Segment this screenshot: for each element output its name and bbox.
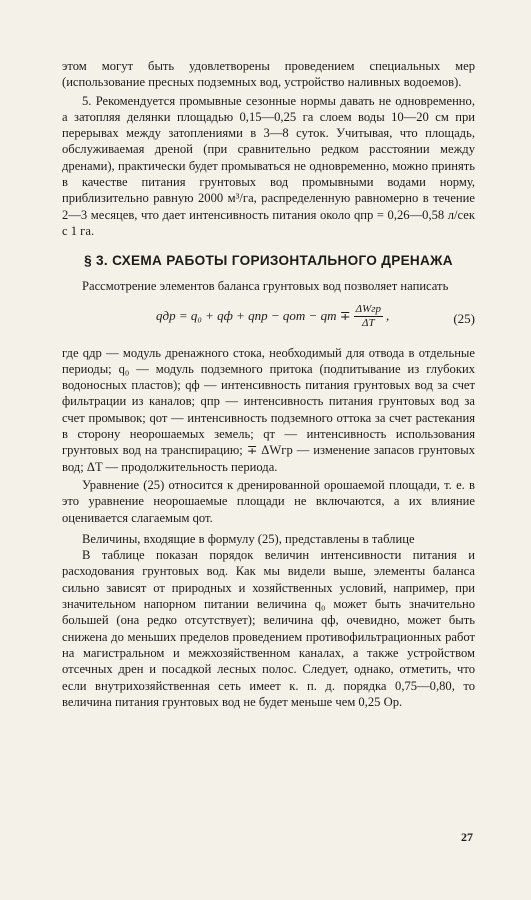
paragraph-equation-note: Уравнение (25) относится к дренированной орошаемой площади, т. е. в это уравнение неорошаемые площади не включаются, а их влияние оценивается слагаемым qот. xyxy=(62,477,475,525)
formula-fraction xyxy=(354,303,383,330)
paragraph-continuation: этом могут быть удовлетворены проведением специальных мер (использование пресных подземных вод, устройство наливных водоемов). xyxy=(62,59,475,90)
formula-fraction-denominator: ΔT xyxy=(362,316,375,329)
paragraph-recommendation-5: 5. Рекомендуется промывные сезонные нормы давать не одновременно, а затопляя делянки площадью 0,15—0,25 га слоем воды 10—20 см при перерывах между затоплениями в 3—8 суток. Учитывая, что площадь, обслуживаемая дреной (при сравнительно редком расстоянии между дренами), практически будет промываться не одновременно, можно принять в качестве питания грунтовых вод промывными водами норму, приблизительно равную 2000 м³/га, распределенную равномерно в течение 2—3 месяцев, что дает интенсивность питания около qпр = 0,26—0,58 л/сек с 1 га. xyxy=(62,93,475,238)
formula-25 xyxy=(62,299,475,339)
paragraph-definitions: где qдр — модуль дренажного стока, необходимый для отвода в отдельные периоды; q₀ — модуль подземного притока (подпитывание из глубоких водоносных пластов); qф — интенсивность питания грунтовых вод за счет фильтрации из каналов; qпр — интенсивность питания грунтовых вод за счет промывок; qот — интенсивность подземного оттока за счет растекания в сторону неорошаемых земель; qт — интенсивность использования грунтовых вод на транспирацию; ∓ ΔWгр — изменение запасов грунтовых вод; ΔT — продолжительность периода. xyxy=(62,345,475,474)
formula-fraction-numerator: ΔWгр xyxy=(355,302,382,315)
paragraph-table-reference: Величины, входящие в формулу (25), представлены в таблице xyxy=(82,531,415,546)
paragraph-intro: Рассмотрение элементов баланса грунтовых вод позволяет написать xyxy=(82,279,449,294)
page-number: 27 xyxy=(461,830,473,844)
formula-lhs: qдр = q₀ + qф + qпр − qот − qт ∓ xyxy=(156,308,351,324)
formula-body xyxy=(156,303,389,330)
formula-tail: , xyxy=(386,308,390,324)
section-title: § 3. СХЕМА РАБОТЫ ГОРИЗОНТАЛЬНОГО ДРЕНАЖА xyxy=(84,253,453,269)
paragraph-table-discussion: В таблице показан порядок величин интенсивности питания и расходования грунтовых вод. Как мы видели выше, элементы баланса сильно зависят от природных и хозяйственных условий, например, при значительном напорном питании величина q₀ может быть значительно большей (она редко отсутствует); величина qф, очевидно, может быть снижена до меньших пределов проведением противофильтрационных работ на магистральном и межхозяйственном каналах, а также устройством отсечных дрен и посадкой лесных полос. Следует, однако, отметить, что если внутрихозяйственная сеть имеет к. п. д. порядка 0,75—0,80, то величина питания грунтовых вод не будет меньше чем 0,25 Oр. xyxy=(62,548,475,709)
equation-number: (25) xyxy=(453,310,475,326)
